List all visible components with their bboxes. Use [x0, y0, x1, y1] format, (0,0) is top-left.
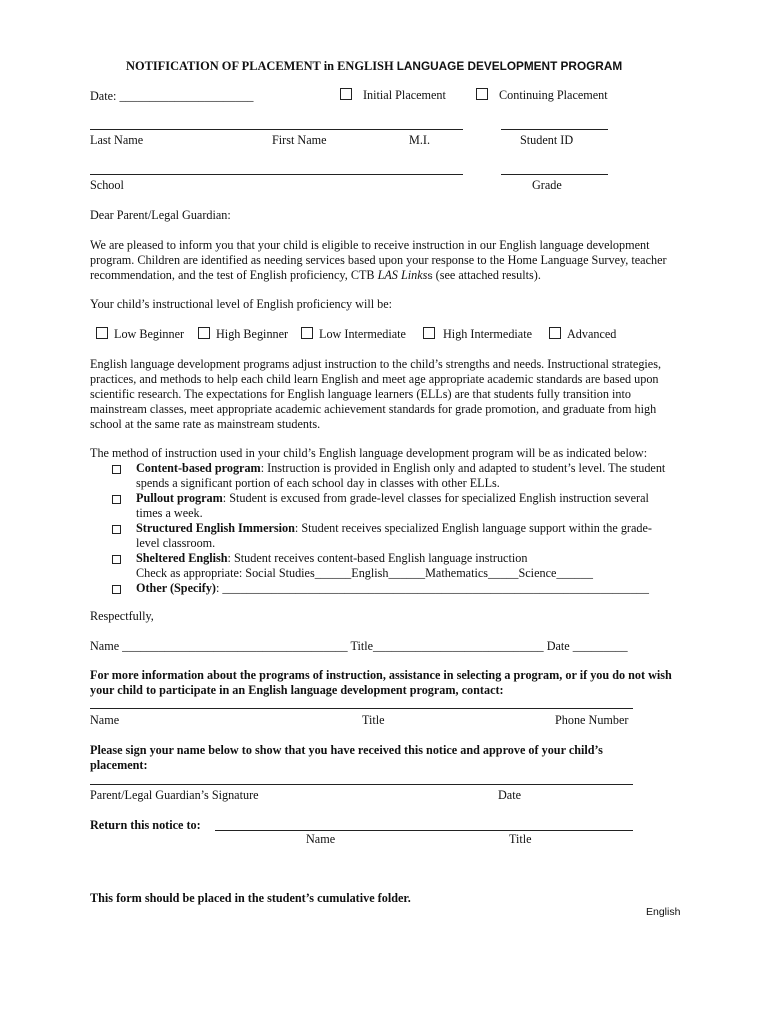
low-intermediate-label: Low Intermediate — [319, 327, 406, 341]
advanced-checkbox[interactable] — [549, 327, 561, 339]
level-option-high-beginner[interactable] — [198, 327, 288, 342]
low-beginner-label: Low Beginner — [114, 327, 185, 341]
method-name: Pullout program — [136, 491, 223, 505]
contact-name-label: Name — [90, 713, 120, 727]
method-item-content-based — [110, 461, 670, 491]
student-name-line[interactable] — [90, 129, 463, 130]
return-title-label: Title — [509, 832, 532, 846]
method-item-sheltered-english — [110, 551, 670, 581]
method-item-structured-immersion — [110, 521, 670, 551]
footer-note: This form should be placed in the student’s cumulative folder. — [90, 891, 411, 905]
high-beginner-label: High Beginner — [216, 327, 289, 341]
intro-text-before: We are pleased to inform you that your child is eligible to receive instruction in our English language development program. Children are identified as needing services based upon your response to the Home Language Survey, teacher recommendation, and the test of English proficiency, CTB — [90, 238, 667, 282]
level-option-high-intermediate[interactable] — [423, 327, 532, 342]
low-beginner-checkbox[interactable] — [96, 327, 108, 339]
respectfully: Respectfully, — [90, 609, 154, 623]
date-field[interactable]: Date: ______________________ — [90, 89, 254, 103]
las-links-suffix: s — [427, 270, 433, 282]
student-id-line[interactable] — [501, 129, 608, 130]
high-intermediate-label: High Intermediate — [443, 327, 533, 341]
language-tag: English — [646, 906, 681, 918]
school-line[interactable] — [90, 174, 463, 175]
method-desc: : Student receives specialized English language support within the grade-level classroom. — [136, 521, 652, 550]
contact-title-label: Title — [362, 713, 385, 727]
guardian-date-label: Date — [498, 788, 522, 802]
level-prompt: Your child’s instructional level of English proficiency will be: — [90, 297, 393, 311]
method-item-pullout — [110, 491, 670, 521]
methods-list — [110, 461, 670, 596]
advanced-label: Advanced — [567, 327, 617, 341]
method-name: Sheltered English — [136, 551, 228, 565]
mi-label: M.I. — [409, 133, 430, 147]
level-option-low-intermediate[interactable] — [301, 327, 406, 342]
method-intro: The method of instruction used in your child’s English language development program will be as indicated below: — [90, 446, 648, 460]
high-beginner-checkbox[interactable] — [198, 327, 210, 339]
structured-immersion-checkbox[interactable] — [112, 525, 121, 534]
more-info-paragraph: For more information about the programs of instruction, assistance in selecting a program, or if you do not wish your child to participate in an English language development program, contact: — [90, 668, 672, 697]
check-subjects[interactable]: Check as appropriate: Social Studies______English______Mathematics_____Science______ — [136, 566, 593, 580]
low-intermediate-checkbox[interactable] — [301, 327, 313, 339]
continuing-placement-label: Continuing Placement — [499, 88, 608, 102]
high-intermediate-checkbox[interactable] — [423, 327, 435, 339]
continuing-placement-option[interactable] — [476, 88, 608, 103]
method-item-other — [110, 581, 670, 596]
method-name: Structured English Immersion — [136, 521, 295, 535]
intro-text-after: (see attached results). — [432, 268, 541, 282]
continuing-placement-checkbox[interactable] — [476, 88, 488, 100]
level-option-advanced[interactable] — [549, 327, 616, 342]
level-option-low-beginner[interactable] — [96, 327, 184, 342]
guardian-signature-line[interactable] — [90, 784, 633, 785]
return-name-label: Name — [306, 832, 336, 846]
content-based-checkbox[interactable] — [112, 465, 121, 474]
method-desc: : Student receives content-based English language instruction — [227, 551, 528, 565]
initial-placement-label: Initial Placement — [363, 88, 446, 102]
contact-phone-label: Phone Number — [555, 713, 629, 727]
school-label: School — [90, 178, 124, 192]
intro-paragraph — [90, 238, 680, 284]
student-id-label: Student ID — [520, 133, 574, 147]
method-name: Other (Specify) — [136, 581, 216, 595]
other-specify-field[interactable]: : ______________________________________________________________________ — [216, 581, 649, 595]
last-name-label: Last Name — [90, 133, 144, 147]
grade-label: Grade — [532, 178, 562, 192]
form-title-serif: NOTIFICATION OF PLACEMENT in ENGLISH — [126, 59, 394, 73]
sign-notice: Please sign your name below to show that you have received this notice and approve of your child’s placement: — [90, 743, 603, 772]
salutation: Dear Parent/Legal Guardian: — [90, 208, 231, 222]
method-desc: : Student is excused from grade-level classes for specialized English instruction several times a week. — [136, 491, 649, 520]
las-links-name: LAS Links — [377, 268, 428, 282]
programs-paragraph: English language development programs adjust instruction to the child’s strengths and needs. Instructional strategies, practices, and methods to help each child learn English and meet age appropriate academic standards are based upon scientific research. The expectations for English language learners (ELLs) are that students fully transition into mainstream classes, meet appropriate academic achievement standards for grade promotion, and graduate from high school at the same rate as mainstream students. — [90, 357, 661, 431]
form-title — [126, 59, 622, 74]
first-name-label: First Name — [272, 133, 327, 147]
guardian-signature-label: Parent/Legal Guardian’s Signature — [90, 788, 259, 802]
return-notice-label: Return this notice to: — [90, 818, 201, 832]
initial-placement-option[interactable] — [340, 88, 446, 103]
return-notice-line[interactable] — [215, 830, 633, 831]
contact-line[interactable] — [90, 708, 633, 709]
sender-sign-row[interactable]: Name _____________________________________ Title____________________________ Date _________ — [90, 639, 628, 653]
pullout-checkbox[interactable] — [112, 495, 121, 504]
sheltered-english-checkbox[interactable] — [112, 555, 121, 564]
method-desc: : Instruction is provided in English only and adapted to student’s level. The student spends a significant portion of each school day in classes with other ELLs. — [136, 461, 666, 490]
method-name: Content-based program — [136, 461, 261, 475]
initial-placement-checkbox[interactable] — [340, 88, 352, 100]
other-checkbox[interactable] — [112, 585, 121, 594]
form-title-sans: LANGUAGE DEVELOPMENT PROGRAM — [396, 59, 623, 73]
grade-line[interactable] — [501, 174, 608, 175]
